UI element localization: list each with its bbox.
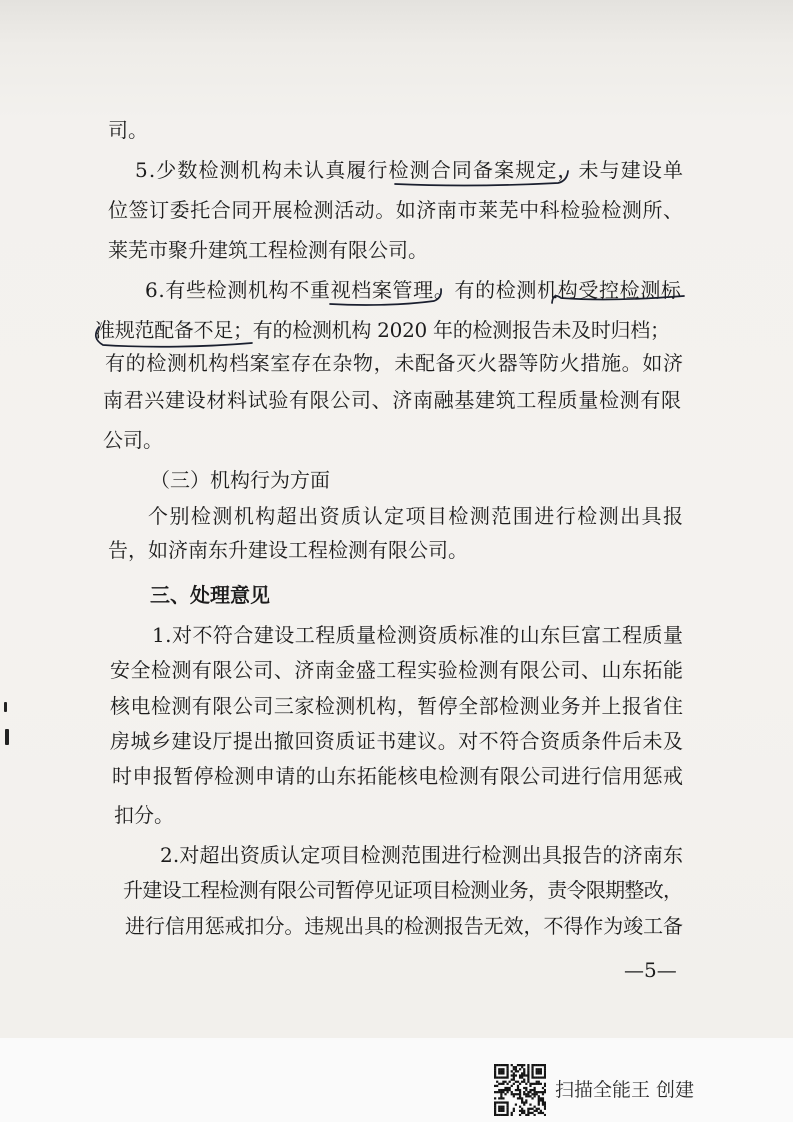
body-line: 莱芜市聚升建筑工程检测有限公司。 <box>108 238 428 262</box>
body-line: 5.少数检测机构未认真履行检测合同备案规定，未与建设单 <box>135 158 685 182</box>
body-line: 时申报暂停检测申请的山东拓能核电检测有限公司进行信用惩戒 <box>112 764 684 788</box>
body-line: 司。 <box>108 118 148 142</box>
body-line: 房城乡建设厅提出撤回资质证书建议。对不符合资质条件后未及 <box>110 729 684 753</box>
subsection-heading: （三）机构行为方面 <box>150 468 330 492</box>
scan-artifact <box>4 702 7 712</box>
body-line: 公司。 <box>103 428 163 452</box>
scanner-watermark-text: 扫描全能王 创建 <box>555 1079 695 1101</box>
body-line: 2.对超出资质认定项目检测范围进行检测出具报告的济南东 <box>160 843 684 867</box>
body-line: 核电检测有限公司三家检测机构，暂停全部检测业务并上报省住 <box>110 694 684 718</box>
body-line: 个别检测机构超出资质认定项目检测范围进行检测出具报 <box>148 504 685 528</box>
body-line: 安全检测有限公司、济南金盛工程实验检测有限公司、山东拓能 <box>110 658 684 682</box>
body-line: 位签订委托合同开展检测活动。如济南市莱芜中科检验检测所、 <box>108 198 684 222</box>
body-line: 有的检测机构档案室存在杂物，未配备灭火器等防火措施。如济 <box>105 351 684 375</box>
section-heading: 三、处理意见 <box>150 583 270 607</box>
body-line: 进行信用惩戒扣分。违规出具的检测报告无效，不得作为竣工备 <box>125 914 683 938</box>
body-line: 升建设工程检测有限公司暂停见证项目检测业务，责令限期整改， <box>123 878 683 902</box>
body-line: 1.对不符合建设工程质量检测资质标准的山东巨富工程质量 <box>152 623 684 647</box>
page-number: —5— <box>624 958 677 982</box>
body-line: 扣分。 <box>114 803 174 827</box>
body-line: 告，如济南东升建设工程检测有限公司。 <box>108 538 468 562</box>
body-line: 6.有些检测机构不重视档案管理。有的检测机构受控检测标 <box>145 278 682 302</box>
scan-artifact <box>5 729 9 745</box>
body-line: 南君兴建设材料试验有限公司、济南融基建筑工程质量检测有限 <box>103 388 682 412</box>
body-line: 准规范配备不足；有的检测机构 2020 年的检测报告未及时归档； <box>95 318 670 342</box>
qr-code-icon <box>494 1064 546 1116</box>
